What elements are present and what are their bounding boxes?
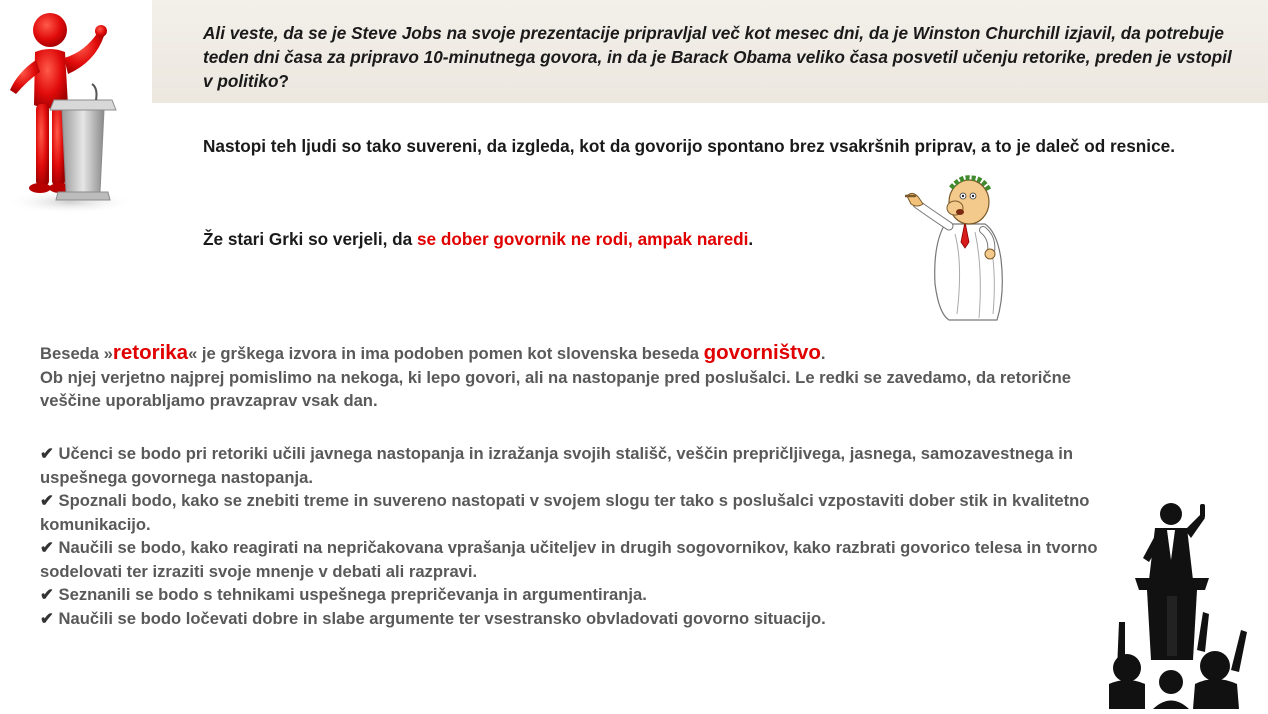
check-icon: ✔ bbox=[40, 444, 54, 463]
roman-orator-illustration bbox=[905, 174, 1023, 324]
term-govornistvo: govorništvo bbox=[703, 341, 821, 364]
paragraph-speakers: Nastopi teh ljudi so tako suvereni, da izgleda, kot da govorijo spontano brez vsakršnih priprav, a to je daleč od resnice. bbox=[203, 136, 1175, 156]
checklist-item: ✔ Seznanili se bodo s tehnikami uspešnega prepričevanja in argumentiranja. bbox=[40, 585, 647, 604]
term-retorika: retorika bbox=[112, 341, 189, 364]
check-icon: ✔ bbox=[40, 538, 54, 557]
check-icon: ✔ bbox=[40, 608, 54, 628]
speaker-crowd-silhouette bbox=[1105, 500, 1255, 709]
checklist-item: ✔ Naučili se bodo ločevati dobre in slabe argumente ter vsestransko obvladovati govorno situacijo. bbox=[40, 608, 826, 628]
checklist-item: ✔ Naučili se bodo, kako reagirati na nepričakovana vprašanja učiteljev in drugih sogovornikov, kako razbrati govorico telesa in tvorno sodelovati ter izraziti svoje mnenje v debati ali razpravi. bbox=[40, 538, 1098, 581]
definition-paragraph: Beseda »retorika« je grškega izvora in ima podoben pomen kot slovenska beseda govorništvo. Ob njej verjetno najprej pomislimo na nekoga, ki lepo govori, ali na nastopanje pred poslušalci. Le redki se zavedamo, da retorične veščine uporabljamo pravzaprav vsak dan. bbox=[40, 341, 1071, 410]
checklist-item: ✔ Spoznali bodo, kako se znebiti treme in suvereno nastopati v svojem slogu ter tako s poslušalci vzpostaviti dober stik in kvalitetno komunikacijo. bbox=[40, 491, 1090, 534]
checklist-item: ✔ Učenci se bodo pri retoriki učili javnega nastopanja in izražanja svojih stališč, veščin prepričljivega, jasnega, samozavestnega in uspešnega govornega nastopanja. bbox=[40, 444, 1073, 487]
intro-question: Ali veste, da se je Steve Jobs na svoje prezentacije pripravljal več kot mesec dni, da je Winston Churchill izjavil, da potrebuje teden dni časa za pripravo 10-minutnega govora, in da je Barack Obama veliko časa posvetil učenju retorike, preden je vstopil v politiko? bbox=[203, 23, 1232, 91]
red-speaker-illustration bbox=[0, 0, 152, 219]
greek-quote-highlight: se dober govornik ne rodi, ampak naredi bbox=[417, 229, 749, 249]
paragraph-greeks: Že stari Grki so verjeli, da se dober govornik ne rodi, ampak naredi. bbox=[203, 229, 754, 249]
check-icon: ✔ bbox=[40, 491, 54, 510]
goals-checklist bbox=[40, 442, 1100, 630]
check-icon: ✔ bbox=[40, 585, 54, 604]
